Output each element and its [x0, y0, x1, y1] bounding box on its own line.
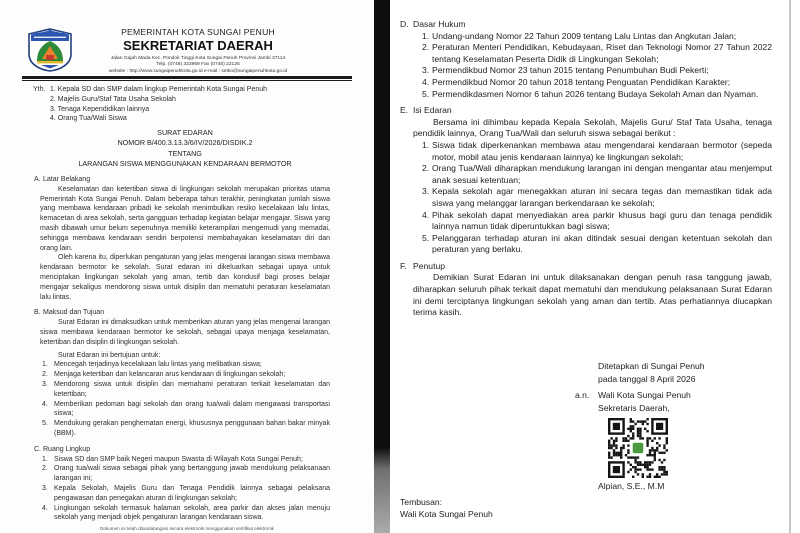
list-item: [42, 419, 330, 439]
item-number: 1.: [422, 139, 430, 150]
item-number: 2.: [422, 42, 430, 53]
signature-position: Sekretaris Daerah,: [598, 403, 670, 413]
item-number: 4.: [42, 400, 48, 408]
item-text: Siswa SD dan SMP baik Negeri maupun Swasta di Wilayah Kota Sungai Penuh;: [54, 455, 303, 463]
recipients: [33, 85, 330, 124]
paragraph: Surat Edaran ini bertujuan untuk:: [58, 351, 161, 359]
tembusan-block: [400, 496, 493, 520]
section-letter: A.: [34, 176, 41, 183]
item-text: Permendikbud Nomor 20 tahun 2018 tentang Penguatan Pendidikan Karakter;: [432, 76, 731, 87]
item-number: 2.: [422, 163, 430, 174]
signature-block: [575, 360, 785, 493]
item-text: Orang Tua/Wali diharapkan mendukung larangan ini dengan mengantar atau menjemput anak sesuai ketentuan;: [432, 163, 772, 185]
item-text: Lingkungan sekolah termasuk halaman sekolah, area parkir dan akses jalan menuju sekolah yang menjadi objek pengaturan larangan kendaraan siswa.: [54, 504, 330, 522]
item-number: 5.: [422, 232, 430, 243]
item-text: Pihak sekolah dapat menyediakan area parkir khusus bagi guru dan tenaga pendidik lainnya namun tidak diperuntukkan bagi siswa;: [432, 209, 772, 232]
item-text: Undang-undang Nomor 22 Tahun 2009 tentang Lalu Lintas dan Angkutan Jalan;: [432, 30, 737, 41]
item-number: 4.: [422, 76, 430, 87]
section-heading: Latar Belakang: [43, 176, 91, 183]
signature-name: Alpian, S.E., M.M: [598, 481, 665, 491]
item-text: Memberikan pedoman bagi sekolah dan orang tua/wali dalam mengawasi transportasi siswa;: [54, 400, 330, 418]
list-item: [422, 210, 772, 233]
recipient-item: 2. Majelis Guru/Staf Tata Usaha Sekolah: [50, 95, 176, 103]
item-text: Siswa tidak diperkenankan membawa atau mengendarai kendaraan bermotor (sepeda motor, mobil atau jenis kendaraan lainnya) ke lingkungan sekolah;: [432, 139, 772, 162]
signature-on-behalf: Wali Kota Sungai Penuh: [598, 390, 691, 400]
item-number: 3.: [42, 484, 48, 492]
paragraph: Demikian Surat Edaran ini untuk dilaksanakan dengan penuh rasa tanggung jawab, diharapkan seluruh pihak terkait dapat mematuhi dan mendukung pelaksanaan Surat Edaran ini demi terciptanya lingkungan sekolah yang aman dan tertib. Atas perhatiannya diucapkan terima kasih.: [413, 272, 772, 318]
paragraph: Surat Edaran ini dimaksudkan untuk memberikan aturan yang jelas mengenai larangan siswa membawa kendaraan bermotor ke sekolah, sebagai upaya menjaga keselamatan, ketertiban dan disiplin di lingkungan sekolah.: [40, 319, 330, 346]
item-text: Menjaga ketertiban dan kelancaran arus kendaraan di lingkungan sekolah;: [54, 371, 286, 379]
letterhead-phone: Telp. (0748) 323969 Fax (0748) 22126: [156, 62, 240, 68]
recipient-item: 3. Tenaga Kependidikan lainnya: [50, 105, 150, 113]
letter-number: NOMOR B/400.3.13.3/6/IV/2026/DISDIK.2: [117, 138, 253, 148]
title-subject: LARANGAN SISWA MENGGUNAKAN KENDARAAN BERMOTOR: [78, 158, 292, 168]
list-item: [42, 380, 330, 400]
section-heading: Penutup: [413, 260, 446, 271]
list-item: [42, 360, 330, 370]
list-item: [42, 484, 330, 504]
section-letter: B.: [34, 309, 41, 317]
section-letter: E.: [400, 105, 409, 116]
paragraph: Keselamatan dan ketertiban siswa di lingkungan sekolah merupakan prioritas utama Pemerintah Kota Sungai Penuh. Dalam beberapa tahun terakhir, peningkatan jumlah siswa yang membawa kendaraan pribadi ke sekolah menimbulkan resiko kecelakaan lalu lintas, kemacetan di area sekolah, serta gangguan terhadap kegiatan belajar mengajar. Siswa yang masih dibawah umur belum sepenuhnya memiliki keterampilan mengemudi yang memadai, sehingga membawa kendaraan sendiri berpotensi membahayakan keselamatan diri dan orang lain.: [40, 185, 330, 252]
section-letter: D.: [400, 19, 409, 29]
item-text: Kepala Sekolah, Majelis Guru dan Tenaga Pendidik lainnya sebagai pelaksana pengawasan dan penegakan aturan di lingkungan sekolah;: [54, 484, 330, 502]
item-number: 2.: [42, 465, 48, 473]
item-number: 5.: [422, 88, 430, 99]
letterhead-government: PEMERINTAH KOTA SUNGAI PENUH: [121, 27, 275, 37]
esign-disclaimer: Dokumen ini telah ditandatangani secara elektronik menggunakan sertifikat elektronik: [100, 526, 274, 531]
qr-code: [608, 418, 668, 478]
letter-page-1: [0, 0, 374, 533]
item-text: Kepala sekolah agar menegakkan aturan ini secara tegas dan memastikan tidak ada siswa yang melanggar larangan berkendaraan ke sekolah;: [432, 186, 772, 208]
section-isi-edaran: [400, 105, 772, 256]
item-text: Peraturan Menteri Pendidikan, Kebudayaan, Riset dan Teknologi Nomor 27 Tahun 2022 tentang Keselamatan Peserta Didik di Lingkungan Sekolah;: [432, 42, 772, 64]
section-maksud-tujuan: [34, 308, 330, 438]
list-item: [422, 65, 772, 77]
recipient-item: 4. Orang Tua/Wali Siswa: [50, 115, 127, 123]
list-item: [42, 455, 330, 465]
recipient-item: 1. Kepala SD dan SMP dalam lingkup Pemerintah Kota Sungai Penuh: [50, 86, 268, 93]
list-item: [422, 31, 772, 43]
item-text: Mendukung gerakan penghematan energi, khususnya penggunaan bahan bakar minyak (BBM).: [54, 420, 330, 437]
list-item: [422, 42, 772, 65]
tembusan-label: Tembusan:: [400, 497, 443, 507]
item-text: Permendikbud Nomor 23 tahun 2015 tentang Penumbuhan Budi Pekerti;: [432, 65, 709, 76]
list-item: [42, 370, 330, 380]
section-heading: Maksud dan Tujuan: [43, 309, 105, 317]
item-text: Permendikdasmen Nomor 6 tahun 2026 tentang Budaya Sekolah Aman dan Nyaman.: [432, 88, 759, 99]
letterhead-rule: [22, 76, 352, 81]
paragraph: Oleh karena itu, diperlukan pengaturan yang jelas mengenai larangan siswa membawa kendaraan bermotor ke sekolah. Surat edaran ini dikeluarkan sebagai upaya untuk menciptakan lingkungan sekolah yang aman, tertib dan kondusif bagi proses belajar mengajar sekaligus mendorong siswa untuk disiplin dan mematuhi peraturan keselamatan lalu lintas.: [40, 254, 330, 301]
section-dasar-hukum: [400, 19, 772, 100]
section-letter: C.: [34, 445, 41, 453]
item-text: Mendorong siswa untuk disiplin dan memahami peraturan terkait keselamatan dan ketertiban;: [54, 380, 330, 398]
item-number: 1.: [422, 30, 430, 41]
list-item: [422, 89, 772, 101]
item-number: 5.: [42, 420, 48, 428]
section-ruang-lingkup: [34, 445, 330, 523]
item-number: 1.: [42, 455, 48, 463]
title-line: TENTANG: [168, 148, 202, 158]
item-number: 2.: [42, 371, 48, 379]
letterhead-office: SEKRETARIAT DAERAH: [123, 37, 273, 53]
letter-title: [40, 128, 330, 169]
letter-page-2: [390, 0, 800, 533]
item-number: 1.: [42, 361, 48, 369]
section-letter: F.: [400, 260, 407, 271]
list-item: [42, 464, 330, 484]
letterhead-contact: website : http://www.sungaipenuhkota.go.id e-mail : setko@sungaipenuhkota.go.id: [108, 68, 288, 74]
list-item: [42, 400, 330, 420]
page-divider: [374, 0, 390, 533]
item-text: Mencegah terjadinya kecelakaan lalu lintas yang melibatkan siswa;: [54, 361, 262, 369]
page-edge-line: [789, 0, 791, 533]
title-line: SURAT EDARAN: [157, 128, 213, 138]
recipients-label: Yth.: [33, 86, 46, 93]
item-text: Pelanggaran terhadap aturan ini akan ditindak sesuai dengan ketentuan sekolah dan peraturan yang berlaku.: [432, 232, 772, 255]
section-heading: Dasar Hukum: [413, 19, 466, 29]
item-number: 3.: [422, 65, 430, 76]
list-item: [422, 163, 772, 186]
list-item: [422, 233, 772, 256]
tembusan-recipient: Wali Kota Sungai Penuh: [400, 509, 493, 519]
list-item: [422, 140, 772, 163]
letterhead: [0, 0, 374, 82]
list-item: [42, 504, 330, 524]
item-number: 3.: [422, 186, 430, 197]
signature-an: a.n.: [575, 390, 590, 400]
letterhead-address: Jalan Gajah Mada Kec. Pondok Tinggi Kota Sungai Penuh Provinsi Jambi 37114: [110, 55, 286, 61]
signature-place: Ditetapkan di Sungai Penuh: [598, 361, 705, 371]
section-heading: Ruang Lingkup: [43, 445, 91, 453]
item-number: 4.: [42, 504, 48, 512]
signature-date: pada tanggal 8 April 2026: [598, 374, 696, 384]
list-item: [422, 186, 772, 209]
list-item: [422, 77, 772, 89]
item-number: 4.: [422, 209, 430, 220]
section-penutup: [400, 261, 772, 319]
item-number: 3.: [42, 380, 48, 388]
paragraph: Bersama ini dihimbau kepada Kepala Sekolah, Majelis Guru/ Staf Tata Usaha, tenaga pendidik lainnya, Orang Tua/Wali dan seluruh siswa sebagai berikut :: [413, 116, 772, 139]
item-text: Orang tua/wali siswa sebagai pihak yang bertanggung jawab mendukung pelaksanaan larangan ini;: [54, 465, 330, 483]
section-latar-belakang: [34, 175, 330, 302]
section-heading: Isi Edaran: [413, 105, 452, 116]
